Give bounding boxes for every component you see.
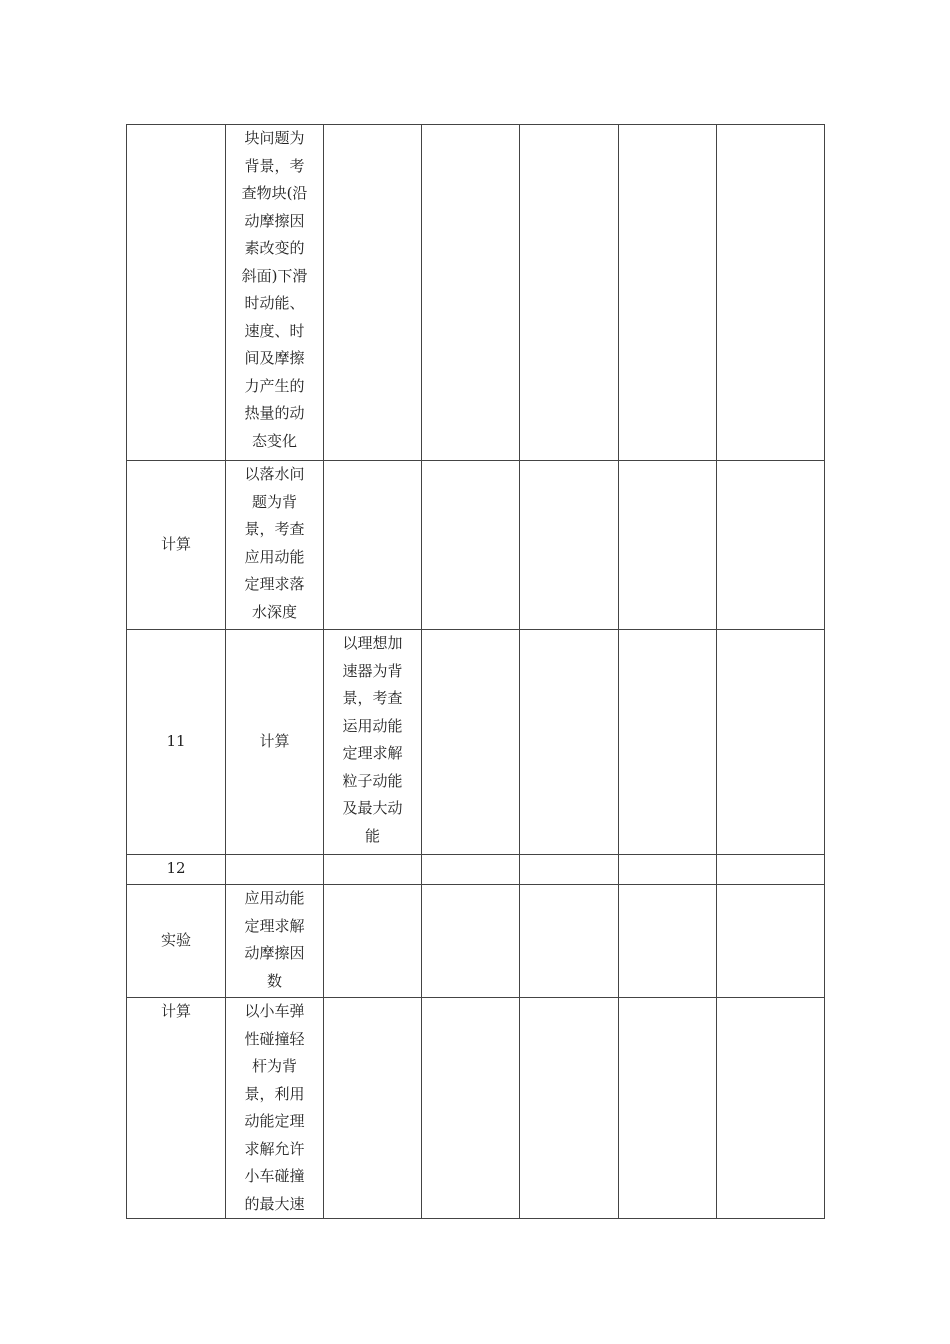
table-cell [226, 630, 324, 855]
exam-analysis-table [126, 124, 825, 1219]
table-row [127, 125, 825, 461]
table-cell [717, 461, 825, 630]
cell-text: 12 [166, 859, 186, 877]
table-cell [717, 998, 825, 1219]
table-row [127, 998, 825, 1219]
table-cell [717, 630, 825, 855]
cell-text: 应用动能定理求解动摩擦因数 [244, 889, 305, 990]
cell-text: 计算 [259, 732, 290, 751]
table-cell [619, 855, 717, 885]
table-cell [226, 998, 324, 1219]
table-cell [226, 125, 324, 461]
table-cell [422, 998, 520, 1219]
table-cell [422, 630, 520, 855]
cell-text: 11 [166, 732, 186, 751]
cell-text: 以小车弹性碰撞轻杆为背景，利用动能定理求解允许小车碰撞的最大速 [244, 1002, 305, 1213]
table-row [127, 630, 825, 855]
table-cell [422, 885, 520, 998]
table-cell [520, 998, 619, 1219]
table-cell [520, 125, 619, 461]
table-cell [520, 855, 619, 885]
table-cell [226, 461, 324, 630]
table-cell [127, 125, 226, 461]
table-cell [324, 885, 422, 998]
table-cell [520, 885, 619, 998]
table-cell [324, 855, 422, 885]
cell-text: 块问题为背景，考查物块(沿动摩擦因素改变的斜面)下滑时动能、速度、时间及摩擦力产生的热量的动态变化 [241, 129, 308, 450]
table-cell [127, 855, 226, 885]
table-cell [324, 998, 422, 1219]
table-cell [127, 998, 226, 1219]
table-cell [324, 461, 422, 630]
table-cell [127, 630, 226, 855]
table-cell [324, 630, 422, 855]
table-cell [619, 998, 717, 1219]
table-cell [226, 855, 324, 885]
cell-text: 计算 [160, 535, 191, 554]
table-cell [619, 885, 717, 998]
table-cell [127, 461, 226, 630]
table-cell [422, 125, 520, 461]
table-cell [520, 461, 619, 630]
cell-text: 实验 [160, 931, 191, 950]
table-cell [717, 125, 825, 461]
cell-text: 以落水问题为背景，考查应用动能定理求落水深度 [244, 465, 305, 621]
table-cell [520, 630, 619, 855]
table-cell [619, 461, 717, 630]
table-row [127, 885, 825, 998]
table-cell [717, 855, 825, 885]
table-cell [226, 885, 324, 998]
table-row [127, 461, 825, 630]
cell-text: 计算 [160, 1002, 191, 1020]
table-cell [619, 125, 717, 461]
table-row [127, 855, 825, 885]
cell-text: 以理想加速器为背景，考查运用动能定理求解粒子动能及最大动能 [342, 634, 403, 845]
table-cell [422, 855, 520, 885]
table-cell [324, 125, 422, 461]
table-cell [127, 885, 226, 998]
table-cell [717, 885, 825, 998]
table-cell [422, 461, 520, 630]
table-cell [619, 630, 717, 855]
